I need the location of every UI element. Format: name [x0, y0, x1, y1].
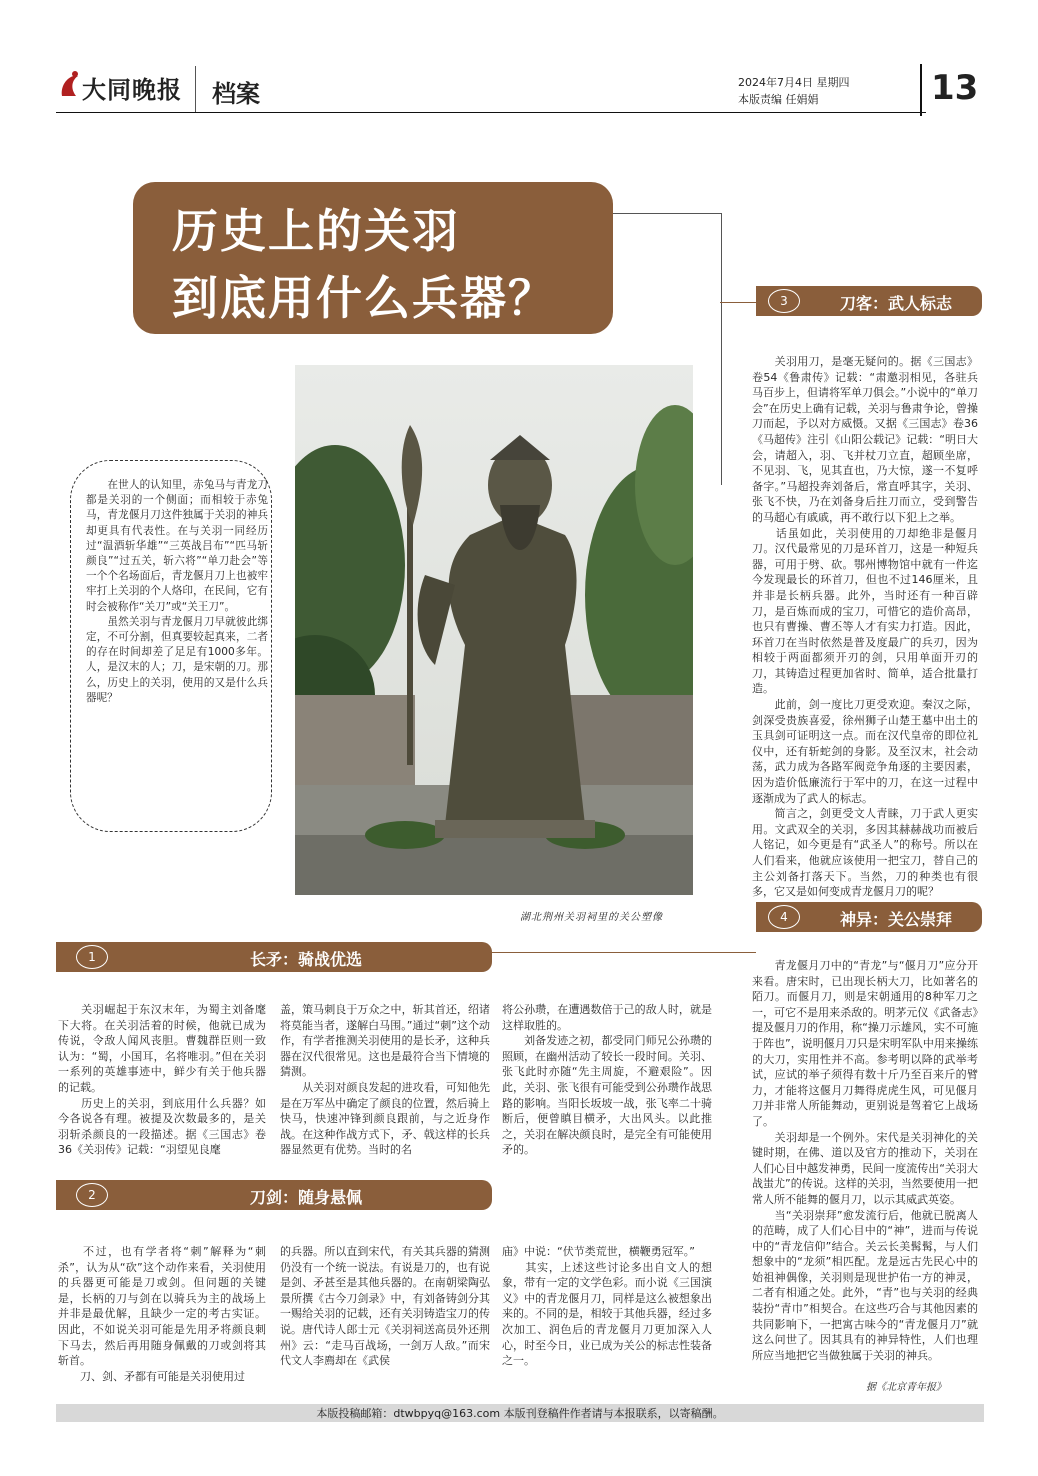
section-1-col-2: 盖，策马刺良于万众之中，斩其首还，绍诸将莫能当者，遂解白马围。”通过“刺”这个动作，有学者推测关羽使用的是长矛，这种兵器在汉代很常见。这也是最符合当下情境的猜测。 从关羽对颜良发起的进攻看，可知他先是在万军丛中确定了颜良的位置，然后骑上快马，快速冲锋到颜良跟前，与之近身作战。在这种作战方式下，矛、戟这样的长兵器显然更有优势。当时的名 [280, 1003, 490, 1157]
section-2-col-2: 的兵器。所以直到宋代，有关其兵器的猜测仍没有一个统一说法。有说是刀的，也有说是剑、矛甚至是其他兵器的。在南朝梁陶弘景所撰《古今刀剑录》中，有刘备铸剑分其一赐给关羽的记载，还有关羽铸造宝刀的传说。唐代诗人郎士元《关羽祠送高员外还荆州》云：“走马百战场，一剑万人敌。”而宋代文人李廌却在《武侯 [280, 1245, 490, 1368]
section-4-number: 4 [768, 905, 800, 929]
section-2-col-1: 不过，也有学者将“刺”解释为“刺杀”，认为从“砍”这个动作来看，关羽使用的兵器更可能是刀或剑。但问题的关键是，长柄的刀与剑在以骑兵为主的战场上并非是最优解，且缺少一定的考古实证。因此，不如说关羽可能是先用矛将颜良刺下马去，然后再用随身佩戴的刀或剑将其斩首。 刀、剑、矛都有可能是关羽使用过 [58, 1245, 266, 1383]
headline-line-2: 到底用什么兵器？ [172, 271, 556, 325]
section-2-number: 2 [76, 1183, 108, 1207]
page-editor: 本版责编 任娟娟 [738, 93, 819, 106]
guan-yu-statue-photo [295, 365, 693, 895]
section-1-number: 1 [76, 945, 108, 969]
section-3-text: 关羽用刀，是毫无疑问的。据《三国志》卷54《鲁肃传》记载：“肃邀羽相见，各驻兵马百步上，但请将军单刀俱会。”小说中的“单刀会”在历史上确有记载，关羽与鲁肃争论，曾操刀而起，予以对方威慑。又据《三国志》卷36《马超传》注引《山阳公载记》记载：“明日大会，请超入，羽、飞并杖刀立直，超顾坐席，不见羽、飞，见其直也，乃大惊，遂一不复呼备字。”马超投奔刘备后，常直呼其字，关羽、张飞不快，乃在刘备身后拄刀而立，受到警告的马超心有戚戚，再不敢行以下犯上之举。 话虽如此，关羽使用的刀却绝非是偃月刀。汉代最常见的刀是环首刀，这是一种短兵器，可用于劈、砍。鄂州博物馆中就有一件迄今发现最长的环首刀，但也不过146厘米，且并非是长柄兵器。此外，当时还有一种百辟刀，是百炼而成的宝刀，可惜它的造价高昂，也只有曹操、曹丕等人才有实力打造。因此，环首刀在当时依然是普及度最广的兵刃，因为相较于两面都须开刃的剑，只用单面开刃的刀，其铸造过程更加省时、简单，适合批量打造。 此前，剑一度比刀更受欢迎。秦汉之际，剑深受贵族喜爱，徐州狮子山楚王墓中出土的玉具剑可证明这一点。而在汉代皇帝的即位礼仪中，还有斩蛇剑的身影。及至汉末，社会动荡，武力成为各路军阀竞争角逐的主要因素，因为造价低廉流行于军中的刀，在这一过程中逐渐成为了武人的标志。 简言之，剑更受文人青睐，刀于武人更实用。文武双全的关羽，多因其赫赫战功而被后人铭记，如今更是有“武圣人”的称号。所以在人们看来，他就应该使用一把宝刀，替自己的主公刘备打落天下。当然，刀的种类也有很多，它又是如何变成青龙偃月刀的呢？ [752, 355, 978, 899]
intro-text: 在世人的认知里，赤兔马与青龙刀都是关羽的一个侧面；而相较于赤兔马，青龙偃月刀这件独属于关羽的神兵却更具有代表性。在与关羽一同经历过“温酒斩华雄”“三英战吕布”“匹马斩颜良”“过五关，斩六将”“单刀赴会”等一个个名场面后，青龙偃月刀上也被牢牢打上关羽的个人烙印，在民间，它有时会被称作“关刀”或“关王刀”。 虽然关羽与青龙偃月刀早就彼此绑定，不可分割，但真要较起真来，二者的存在时间却差了足足有1000多年。人，是汉末的人；刀，是宋朝的刀。那么，历史上的关羽，使用的又是什么兵器呢？ [86, 479, 268, 704]
section-1-title: 长矛：骑战优选 [250, 950, 363, 969]
logo-text: 大同晚报 [82, 75, 182, 104]
section-4-text: 青龙偃月刀中的“青龙”与“偃月刀”应分开来看。唐宋时，已出现长柄大刀，比如著名的陌刀。而偃月刀，则是宋朝通用的8种军刀之一，可它不是用来杀敌的。明茅元仪《武备志》提及偃月刀的作用，称“操刀示雄风，实不可施于阵也”，说明偃月刀只是宋明军队中用来操练的大刀，实用性并不高。参考明以降的武举考试，应试的举子须得有数十斤乃至百来斤的臂力，才能将这偃月刀舞得虎虎生风，可见偃月刀并非常人所能舞动，更别说是驾着它上战场了。 关羽却是一个例外。宋代是关羽神化的关键时期，在佛、道以及官方的推动下，关羽在人们心目中越发神勇，民间一度流传出“关羽大战蚩尤”的传说。这样的关羽，当然要使用一把常人所不能舞的偃月刀，以示其威武英姿。 当“关羽崇拜”愈发流行后，他就已脱离人的范畴，成了人们心目中的“神”，进而与传说中的“青龙信仰”结合。关云长美髯髯，与人们想象中的“龙须”相匹配。龙是远古先民心中的始祖神偶像，关羽则是现世护佑一方的神灵，二者有相通之处。此外，“青”也与关羽的经典装扮“青巾”相契合。在这些巧合与其他因素的共同影响下，一把寓古味今的“青龙偃月刀”就这么问世了。因其具有的神异特性，人们也理所应当地把它当做独属于关羽的神兵。 [752, 959, 978, 1362]
footer-text: 本版投稿邮箱：dtwbpyq@163.com 本版刊登稿件作者请与本报联系，以寄稿酬。 [316, 1407, 724, 1420]
section-4-title: 神异：关公崇拜 [840, 910, 953, 929]
issue-date: 2024年7月4日 星期四 [738, 76, 850, 89]
header-rule [56, 112, 926, 113]
column-name: 档案 [212, 79, 260, 108]
page-number: 13 [931, 68, 979, 108]
source-credit: 据《北京青年报》 [866, 1382, 946, 1393]
section-3-number: 3 [768, 289, 800, 313]
section-3-rule [720, 302, 760, 303]
headline-connector-vertical [721, 213, 722, 485]
page-number-divider [920, 64, 922, 116]
headline-connector [613, 213, 721, 214]
header-divider [195, 66, 196, 112]
section-3-title: 刀客：武人标志 [840, 294, 953, 313]
photo-caption: 湖北荆州关羽祠里的关公塑像 [520, 912, 663, 923]
section-2-col-3: 庙》中说：“伏节类荒世，横鞭勇冠军。” 其实，上述这些讨论多出自文人的想象，带有一定的文学色彩。而小说《三国演义》中的青龙偃月刀，同样是这么被想象出来的。不同的是，相较于其他兵器，经过多次加工、润色后的青龙偃月刀更加深入人心，时至今日，业已成为关公的标志性装备之一。 [502, 1245, 712, 1368]
headline-line-1: 历史上的关羽 [172, 204, 460, 258]
section-2-title: 刀剑：随身悬佩 [250, 1188, 363, 1207]
section-1-col-3: 将公孙瓒，在遭遇数倍于己的敌人时，就是这样取胜的。 刘备发迹之初，都受同门师兄公孙瓒的照顾，在幽州活动了较长一段时间。关羽、张飞此时亦随“先主周旋，不避艰险”。因此，关羽、张飞很有可能受到公孙瓒作战思路的影响。当阳长坂坡一战，张飞率二十骑断后，便曾瞋目横矛，大出风头。以此推之，关羽在解决颜良时，是完全有可能使用矛的。 [502, 1003, 712, 1157]
section-1-col-1: 关羽崛起于东汉末年，为蜀主刘备麾下大将。在关羽活着的时候，他就已成为传说，令敌人闻风丧胆。曹魏群臣则一致认为：“蜀，小国耳，名将唯羽。”但在关羽一系列的英雄事迹中，鲜少有关于他兵器的记载。 历史上的关羽，到底用什么兵器？如今各说各有理。被提及次数最多的，是关羽斩杀颜良的一段描述。据《三国志》卷36《关羽传》记载：“羽望见良麾 [58, 1003, 266, 1157]
